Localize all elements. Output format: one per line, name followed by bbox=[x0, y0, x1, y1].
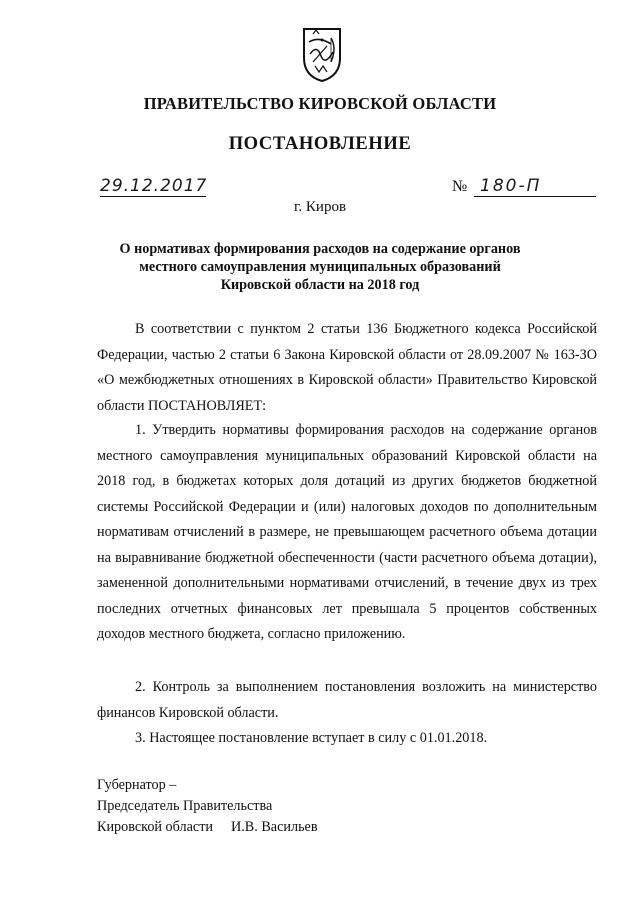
signatory-name: И.В. Васильев bbox=[231, 819, 318, 835]
city: г. Киров bbox=[293, 199, 347, 215]
date-underline bbox=[100, 196, 206, 197]
paragraph-text: 2. Контроль за выполнением постановления возложить на министерство финансов Кировской области. bbox=[97, 679, 597, 721]
number-underline bbox=[474, 196, 596, 197]
signature-title: Губернатор – bbox=[97, 777, 177, 793]
subject-line: О нормативах формирования расходов на содержание органов bbox=[119, 241, 521, 257]
paragraph-text: 3. Настоящее постановление вступает в силу с 01.01.2018. bbox=[135, 730, 488, 746]
signature-title: Председатель Правительства bbox=[97, 798, 273, 814]
paragraph-item-3 bbox=[97, 726, 597, 752]
subject-line: Кировской области на 2018 год bbox=[220, 277, 420, 293]
paragraph-preamble bbox=[97, 317, 597, 419]
document-number: 180-П bbox=[480, 176, 542, 196]
paragraph-item-2 bbox=[97, 675, 597, 726]
document-date: 29.12.2017 bbox=[100, 176, 208, 196]
paragraph-text: В соответствии с пунктом 2 статьи 136 Бюджетного кодекса Российской Федерации, частью 2 статьи 6 Закона Кировской области от 28.09.2007 № 163-ЗО «О межбюджетных отношениях в Кировской области» Правительство Кировской области ПОСТАНОВЛЯЕТ: bbox=[97, 321, 597, 414]
kirov-coat-of-arms-icon bbox=[301, 26, 343, 84]
government-title: ПРАВИТЕЛЬСТВО КИРОВСКОЙ ОБЛАСТИ bbox=[143, 94, 497, 113]
subject-line: местного самоуправления муниципальных образований bbox=[139, 259, 501, 275]
document-subject bbox=[0, 240, 640, 294]
signature-block bbox=[97, 775, 318, 838]
document-type: ПОСТАНОВЛЕНИЕ bbox=[228, 134, 412, 154]
paragraph-text: 1. Утвердить нормативы формирования расходов на содержание органов местного самоуправления муниципальных образований Кировской области на 2018 год, в бюджетах которых доля дотаций из других бюджетов бюджетной системы Российской Федерации и (или) налоговых доходов по дополнительным нормативам отчислений в размере, не превышающем расчетного объема дотации на выравнивание бюджетной обеспеченности (части расчетного объема дотации), замененной дополнительными нормативами отчислений, в течение двух из трех последних отчетных финансовых лет превышала 5 процентов собственных доходов местного бюджета, согласно приложению. bbox=[97, 422, 597, 642]
signature-title: Кировской области bbox=[97, 819, 213, 835]
paragraph-item-1 bbox=[97, 418, 597, 648]
number-sign: № bbox=[452, 178, 468, 195]
